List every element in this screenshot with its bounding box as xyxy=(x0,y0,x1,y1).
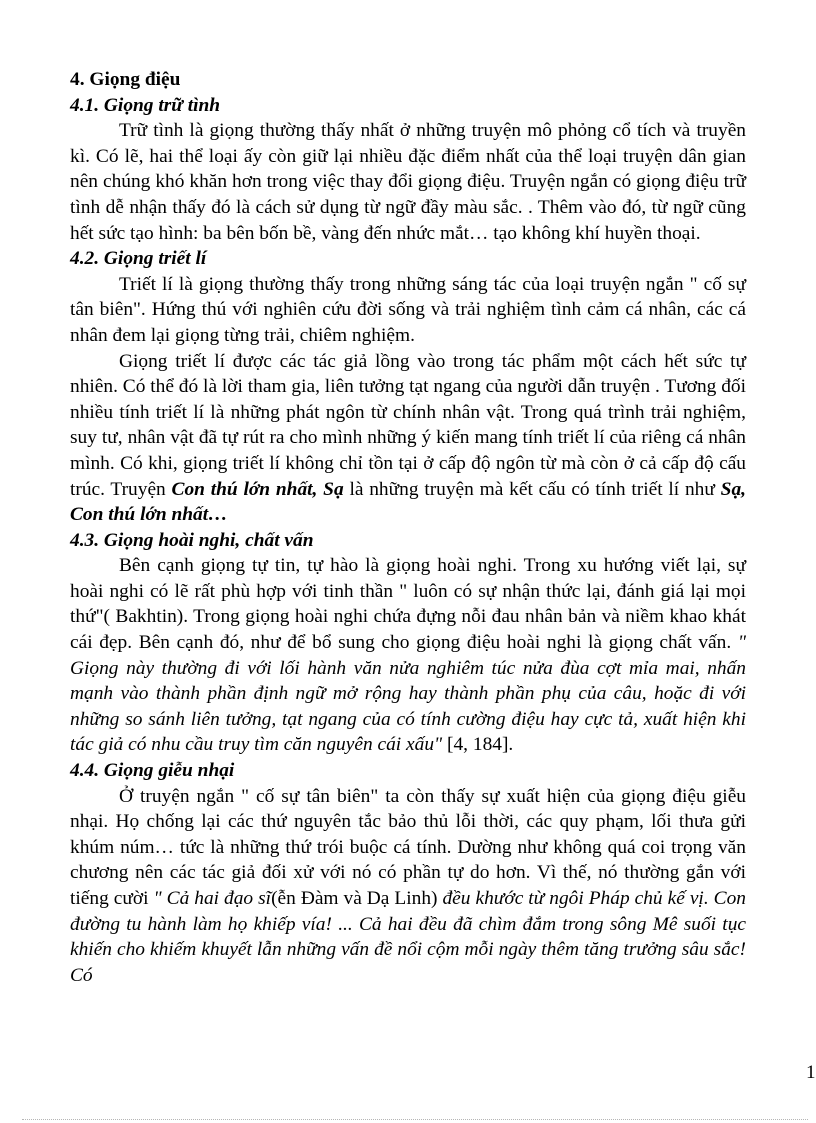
paragraph-text: là những truyện mà kết cấu có tính triết lí như xyxy=(343,478,721,500)
citation: [4, 184]. xyxy=(442,734,514,756)
subsection-heading-hoai-nghi: 4.3. Giọng hoài nghi, chất vấn xyxy=(70,529,314,551)
footer-divider xyxy=(22,1119,808,1120)
subsection-heading-gieu-nhai: 4.4. Giọng giễu nhại xyxy=(70,760,235,782)
quotation: " Cả hai đạo sĩ xyxy=(153,888,272,909)
page-number: 1 xyxy=(806,1062,816,1083)
paragraph-gieu-nhai xyxy=(70,784,746,989)
document-body xyxy=(70,67,746,988)
work-title: Sạ, Con thú lớn nhất… xyxy=(70,478,746,526)
section-heading-giong-dieu: 4. Giọng điệu xyxy=(70,69,181,90)
paragraph-hoai-nghi xyxy=(70,553,746,758)
paragraph-triet-li-2 xyxy=(70,349,746,528)
subsection-heading-triet-li: 4.2. Giọng triết lí xyxy=(70,248,207,270)
quotation: đều khước từ ngôi Pháp chủ kế vị. Con đường tu hành làm họ khiếp vía! ... Cả hai đều đã chìm đắm trong sông Mê suối tục khiến cho khiếm khuyết lẫn những vấn đề nổi cộm mỗi ngày thêm tăng trưởng sâu sắc! Có xyxy=(70,888,746,986)
paragraph-text: Bên cạnh giọng tự tin, tự hào là giọng hoài nghi. Trong xu hướng viết lại, sự hoài nghi có lẽ rất phù hợp với tinh thần " luôn có sự nhận thức lại, đánh giá lại mọi thứ"( Bakhtin). Trong giọng hoài nghi chứa đựng nỗi đau nhân bản và niềm khao khát cái đẹp. Bên cạnh đó, như để bổ sung cho giọng điệu hoài nghi là giọng chất vấn. xyxy=(70,555,746,654)
parenthetical: (ễn Đàm và Dạ Linh) xyxy=(271,888,438,909)
paragraph-text: Ở truyện ngắn " cố sự tân biên" ta còn thấy sự xuất hiện của giọng điệu giễu nhại. Họ chống lại các thứ nguyên tắc bảo thủ lỗi thời, các quy phạm, lối thưa gửi khúm núm… tức là những thứ trói buộc cá tính. Dường như không quá coi trọng văn chương nên các tác giả đối xử với nó có phần tự do hơn. Vì thế, nó thường gắn với tiếng cười xyxy=(70,785,746,909)
paragraph-text: Giọng triết lí được các tác giả lồng vào trong tác phẩm một cách hết sức tự nhiên. Có thể đó là lời tham gia, liên tưởng tạt ngang của người dẫn truyện . Tương đối nhiều tính triết lí là những phát ngôn từ chính nhân vật. Trong quá trình trải nghiệm, suy tư, nhân vật đã tự rút ra cho mình những ý kiến mang tính triết lí của riêng cá nhân mình. Có khi, giọng triết lí không chỉ tồn tại ở cấp độ ngôn từ mà còn ở cả cấp độ cấu trúc. Truyện xyxy=(70,350,746,500)
paragraph-triet-li-1: Triết lí là giọng thường thấy trong những sáng tác của loại truyện ngắn " cố sự tân biên". Hứng thú với nghiên cứu đời sống và trải nghiệm tình cảm cá nhân, các cá nhân đem lại giọng từng trải, chiêm nghiệm. xyxy=(70,273,746,346)
paragraph-tru-tinh: Trữ tình là giọng thường thấy nhất ở những truyện mô phỏng cổ tích và truyền kì. Có lẽ, hai thể loại ấy còn giữ lại nhiều đặc điểm nhất của thể loại truyện dân gian nên chúng khó khăn hơn trong việc thay đổi giọng điệu. Truyện ngắn có giọng điệu trữ tình dễ nhận thấy đó là cách sử dụng từ ngữ đầy màu sắc. . Thêm vào đó, từ ngữ cũng hết sức tạo hình: ba bên bốn bề, vàng đến nhức mắt… tạo không khí huyền thoại. xyxy=(70,120,746,244)
quotation: " Giọng này thường đi với lối hành văn nửa nghiêm túc nửa đùa cợt mỉa mai, nhấn mạnh vào thành phần định ngữ mở rộng hay thành phần phụ của câu, hoặc đi với những so sánh liên tưởng, tạt ngang của có tính cường điệu hay cực tả, xuất hiện khi tác giả có nhu cầu truy tìm căn nguyên cái xấu" xyxy=(70,632,746,756)
subsection-heading-tru-tinh: 4.1. Giọng trữ tình xyxy=(70,94,221,116)
work-title: Con thú lớn nhất, Sạ xyxy=(171,478,344,500)
